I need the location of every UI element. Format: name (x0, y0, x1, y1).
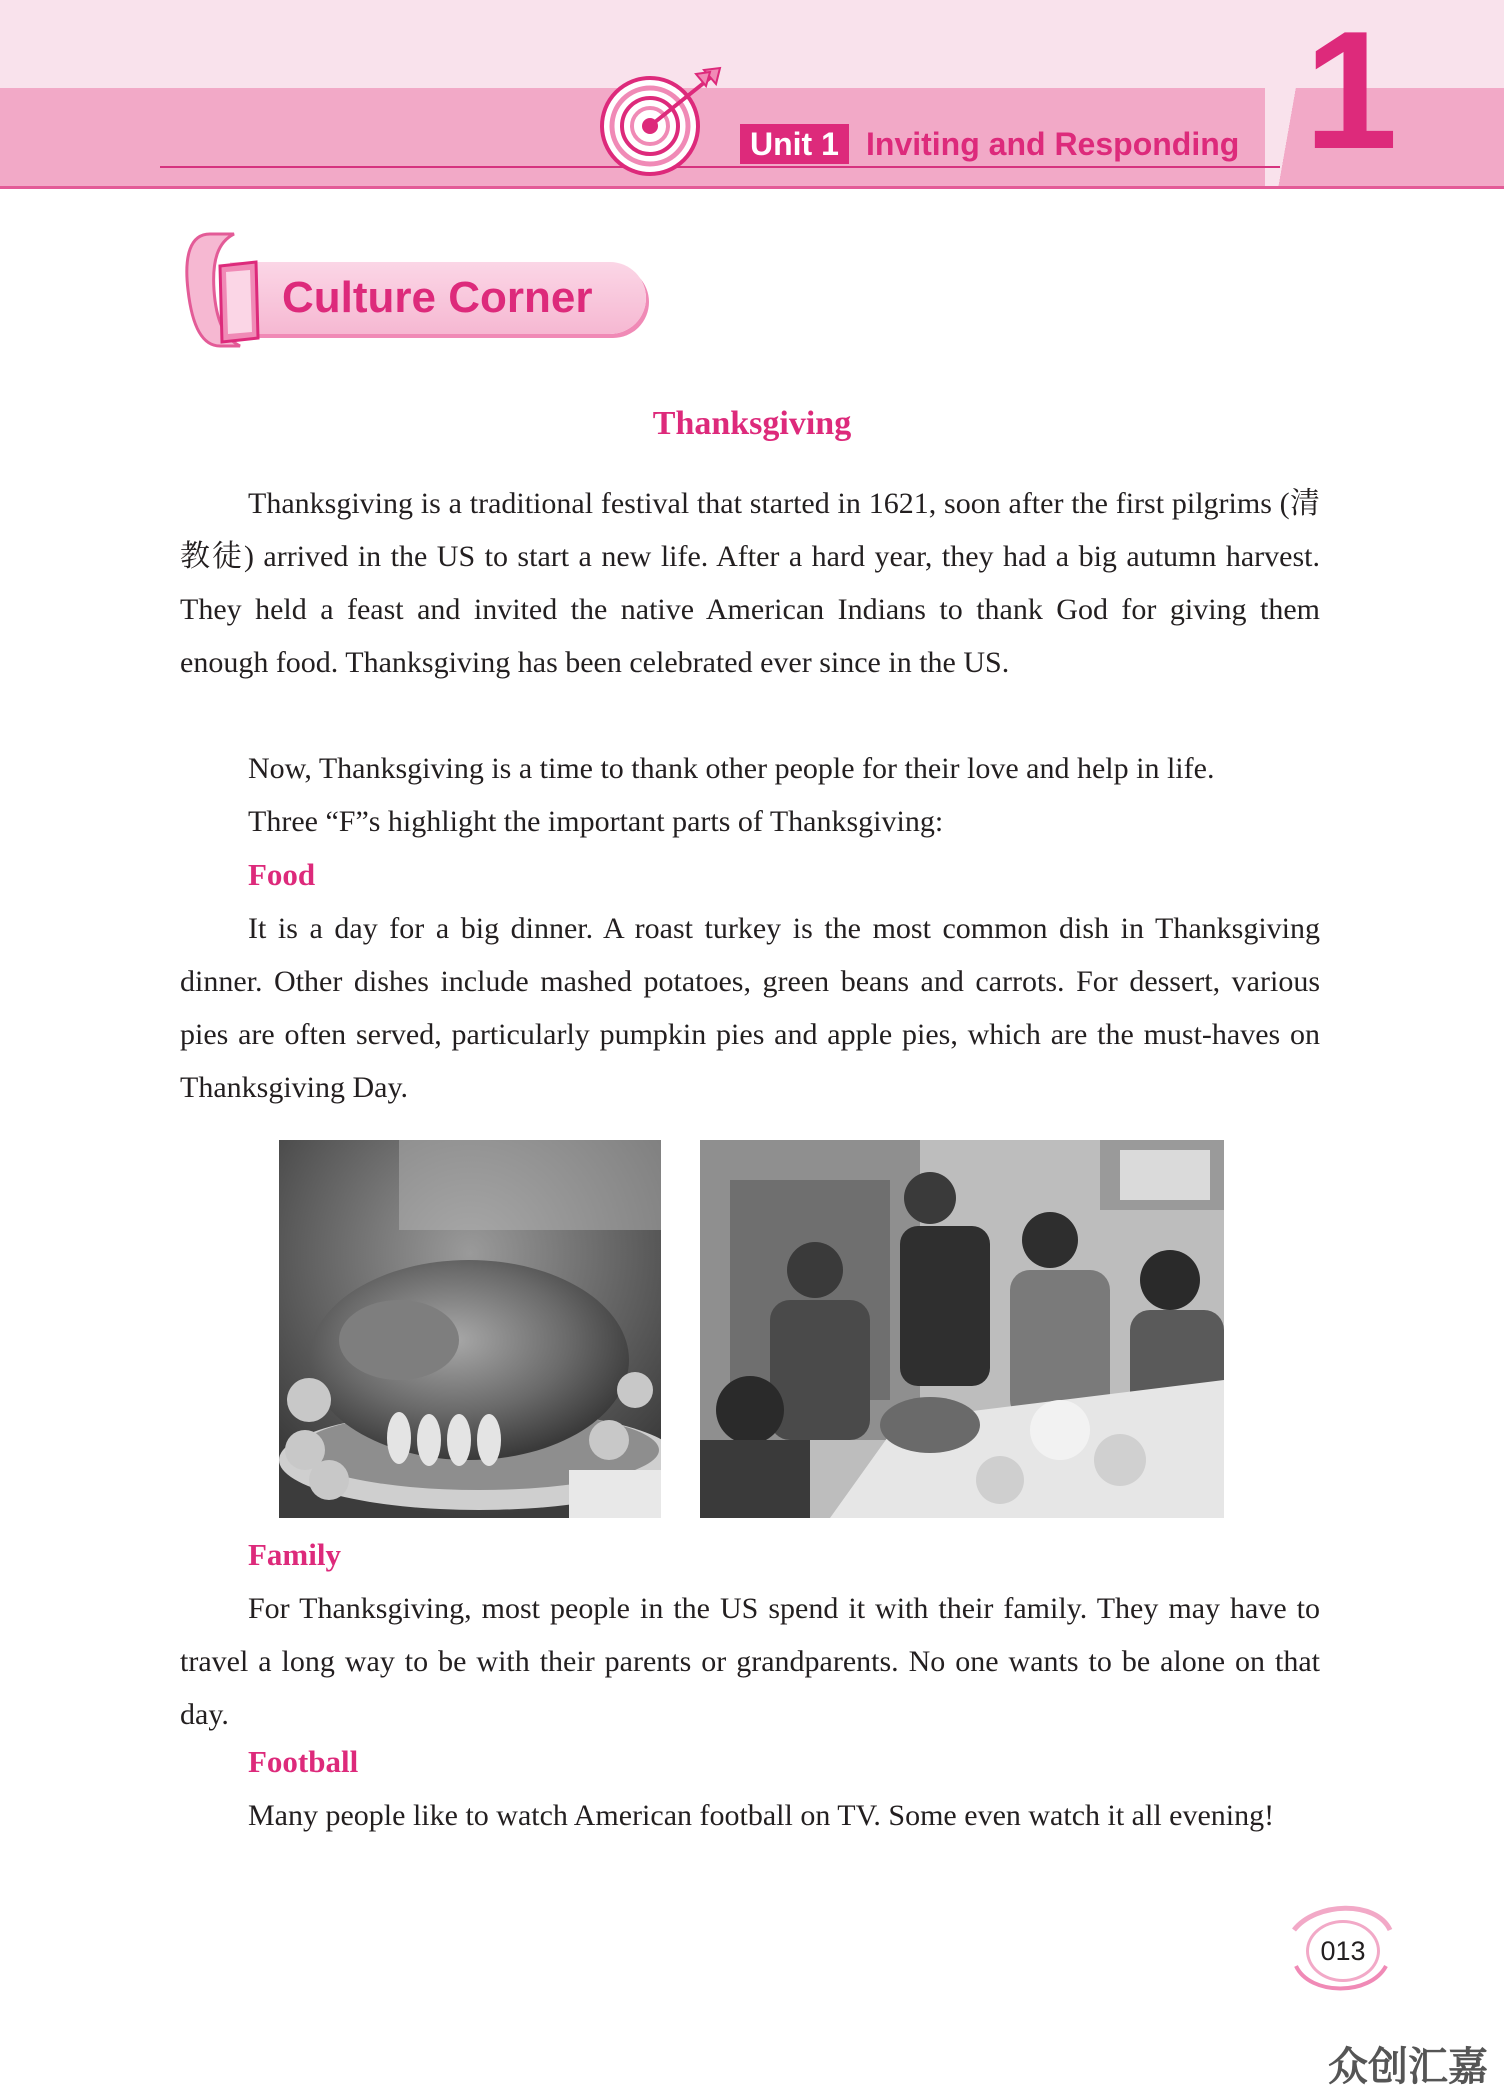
watermark: 众创汇嘉 (1328, 2044, 1488, 2090)
family-dinner-photo (700, 1140, 1224, 1518)
header-bottom-line (0, 186, 1504, 189)
section-heading-football: Football (248, 1744, 359, 1779)
roast-turkey-photo (279, 1140, 661, 1518)
page-number: 013 (1306, 1920, 1380, 1982)
culture-corner-banner (180, 226, 652, 354)
unit-label: Unit 1 (740, 124, 849, 164)
three-f-paragraph: Three “F”s highlight the important parts of Thanksgiving: (248, 805, 944, 838)
section-heading-family: Family (248, 1537, 341, 1572)
section-heading-food: Food (248, 857, 316, 892)
unit-title: Inviting and Responding (866, 126, 1240, 162)
page-number-badge (1286, 1900, 1396, 1996)
bookmark-ribbon-icon (180, 226, 270, 354)
target-arrow-icon (592, 64, 732, 180)
section-text-football: Many people like to watch American football on TV. Some even watch it all evening! (248, 1799, 1275, 1832)
section-text-food: It is a day for a big dinner. A roast turkey is the most common dish in Thanksgiving dinner. Other dishes include mashed potatoes, green beans and carrots. For dessert, various pies are often served, particularly pumpkin pies and apple pies, which are the must-haves on Thanksgiving Day. (180, 912, 1320, 1104)
intro-paragraph: Thanksgiving is a traditional festival that started in 1621, soon after the first pilgrims (清教徒) arrived in the US to start a new life. After a hard year, they had a big autumn harvest. They held a feast and invited the native American Indians to thank God for giving them enough food. Thanksgiving has been celebrated ever since in the US. (180, 487, 1320, 679)
banner-label: Culture Corner (282, 273, 593, 322)
section-text-family: For Thanksgiving, most people in the US spend it with their family. They may have to travel a long way to be with their parents or grandparents. No one wants to be alone on that day. (180, 1592, 1320, 1731)
now-paragraph: Now, Thanksgiving is a time to thank other people for their love and help in life. (248, 752, 1215, 785)
article-title: Thanksgiving (652, 405, 852, 442)
unit-number: 1 (1304, 0, 1398, 184)
